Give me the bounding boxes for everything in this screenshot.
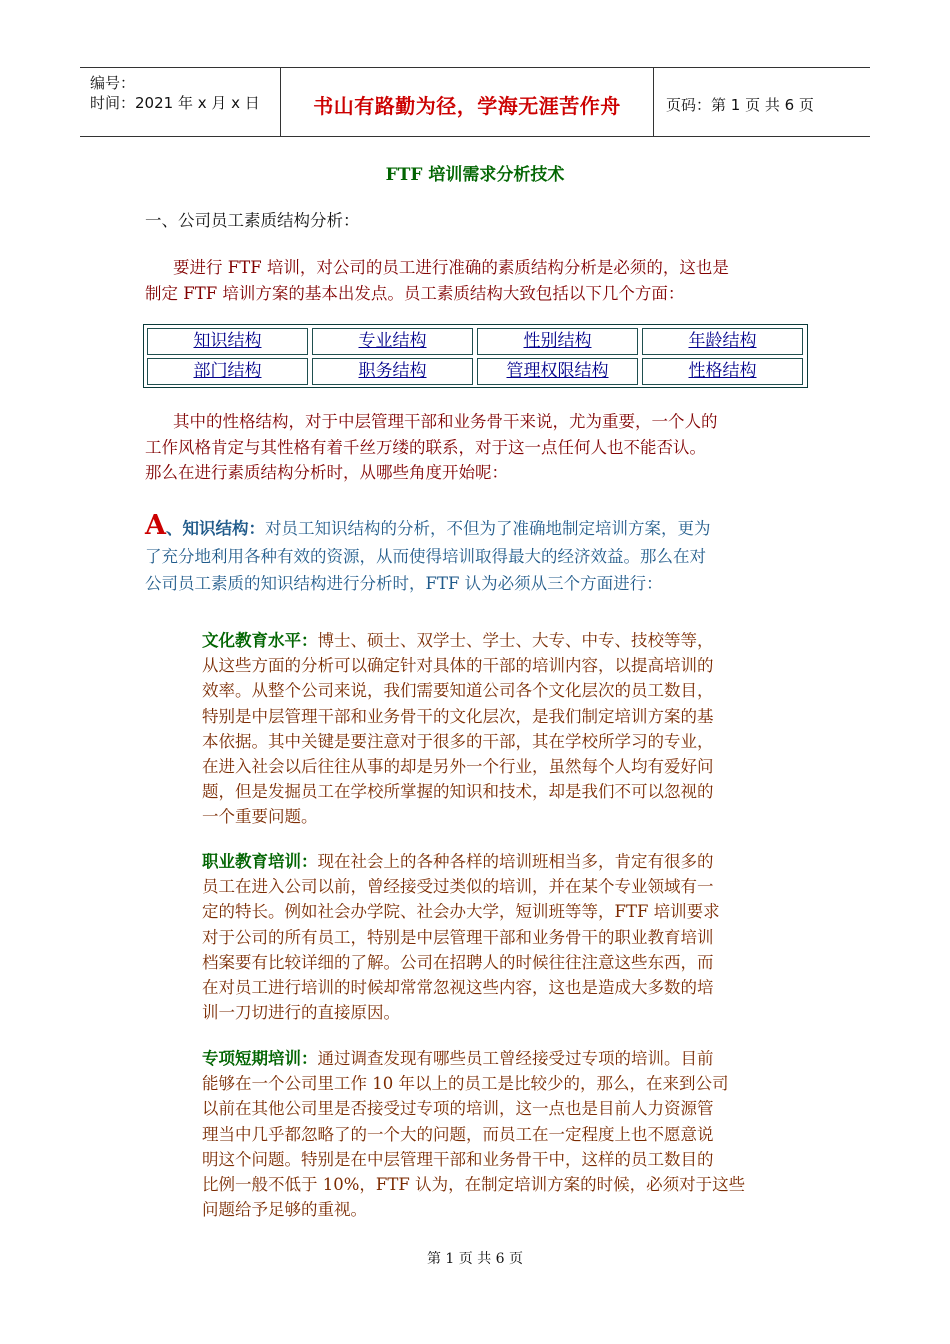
text-line: 本依据。其中关键是要注意对于很多的干部，其在学校所学习的专业， [202,731,714,751]
text-line: 一个重要问题。 [202,807,318,827]
doc-number-label: 编号： [90,74,136,92]
header-motto-cell [281,68,654,136]
text-line: 定的特长。例如社会办学院、社会办大学，短训班等等，FTF 培训要求 [202,902,720,922]
text-line: 从这些方面的分析可以确定针对具体的干部的培训内容，以提高培训的 [202,656,714,676]
doc-date-label: 时间：2021 年 x 月 x 日 [90,94,260,112]
text-line [202,628,812,653]
subsection-text: 现在社会上的各种各样的培训班相当多，肯定有很多的 [317,852,714,871]
table-link-department[interactable]: 部门结构 [147,358,308,385]
text-line: 训一刀切进行的直接原因。 [202,1003,400,1023]
text-line: 明这个问题。特别是在中层管理干部和业务骨干中，这样的员工数目的 [202,1149,714,1169]
document-title: FTF 培训需求分析技术 [385,165,565,185]
page-indicator: 页码：第 1 页 共 6 页 [666,96,814,114]
section-a-text: 对员工知识结构的分析，不但为了准确地制定培训方案，更为 [264,519,711,538]
text-line: 以前在其他公司里是否接受过专项的培训，这一点也是目前人力资源管 [202,1099,714,1119]
text-line: 制定 FTF 培训方案的基本出发点。员工素质结构大致包括以下几个方面： [145,283,685,303]
text-line: 工作风格肯定与其性格有着千丝万缕的联系，对于这一点任何人也不能否认。 [145,437,706,457]
section-a-heading: 、知识结构： [165,519,265,538]
table-link-position[interactable]: 职务结构 [312,358,473,385]
page-footer: 第 1 页 共 6 页 [426,1251,524,1267]
motto: 书山有路勤为径，学海无涯苦作舟 [313,94,621,118]
table-link-age[interactable]: 年龄结构 [642,328,803,355]
section-a [145,510,805,598]
header-page-cell [654,68,870,136]
subsection-heading: 文化教育水平： [202,631,318,650]
text-line [202,1046,812,1071]
text-line: 题，但是发掘员工在学校所掌握的知识和技术，却是我们不可以忽视的 [202,782,714,802]
page-header [80,67,870,137]
subsection-education [202,628,812,830]
text-line [145,510,805,543]
text-line: 理当中几乎都忽略了的一个大的问题，而员工在一定程度上也不愿意说 [202,1124,714,1144]
structure-table [143,324,808,388]
section-letter: A [145,510,166,541]
header-meta-cell [80,68,281,136]
text-line: 公司员工素质的知识结构进行分析时，FTF 认为必须从三个方面进行： [145,574,663,593]
text-line: 效率。从整个公司来说，我们需要知道公司各个文化层次的员工数目， [202,681,714,701]
text-line: 其中的性格结构，对于中层管理干部和业务骨干来说，尤为重要，一个人的 [173,412,718,431]
text-line: 那么在进行素质结构分析时，从哪些角度开始呢： [145,463,508,482]
text-line [202,849,812,874]
subsection-short-term [202,1046,812,1222]
text-line: 档案要有比较详细的了解。公司在招聘人的时候往往注意这些东西，而 [202,952,714,972]
subsection-text: 通过调查发现有哪些员工曾经接受过专项的培训。目前 [317,1049,714,1068]
text-line: 比例一般不低于 10%，FTF 认为，在制定培训方案的时候，必须对于这些 [202,1175,746,1195]
section-heading: 一、公司员工素质结构分析： [145,211,360,230]
table-link-gender[interactable]: 性别结构 [477,328,638,355]
text-line: 了充分地利用各种有效的资源，从而使得培训取得最大的经济效益。那么在对 [145,546,706,566]
text-line: 能够在一个公司里工作 10 年以上的员工是比较少的，那么，在来到公司 [202,1074,729,1094]
text-line: 问题给予足够的重视。 [202,1200,367,1220]
text-line: 特别是中层管理干部和业务骨干的文化层次，是我们制定培训方案的基 [202,706,714,726]
personality-paragraph [145,409,805,486]
text-line: 对于公司的所有员工，特别是中层管理干部和业务骨干的职业教育培训 [202,927,714,947]
table-link-knowledge[interactable]: 知识结构 [147,328,308,355]
table-link-authority[interactable]: 管理权限结构 [477,358,638,385]
intro-paragraph [145,255,805,306]
table-link-specialty[interactable]: 专业结构 [312,328,473,355]
subsection-text: 博士、硕士、双学士、学士、大专、中专、技校等等， [317,631,714,650]
text-line: 要进行 FTF 培训，对公司的员工进行准确的素质结构分析是必须的，这也是 [173,258,729,277]
text-line: 在进入社会以后往往从事的却是另外一个行业，虽然每个人均有爱好问 [202,757,714,777]
subsection-heading: 专项短期培训： [202,1049,318,1068]
subsection-vocational [202,849,812,1025]
text-line: 员工在进入公司以前，曾经接受过类似的培训，并在某个专业领域有一 [202,877,714,897]
subsection-heading: 职业教育培训： [202,852,318,871]
text-line: 在对员工进行培训的时候却常常忽视这些内容，这也是造成大多数的培 [202,978,714,998]
table-link-personality[interactable]: 性格结构 [642,358,803,385]
